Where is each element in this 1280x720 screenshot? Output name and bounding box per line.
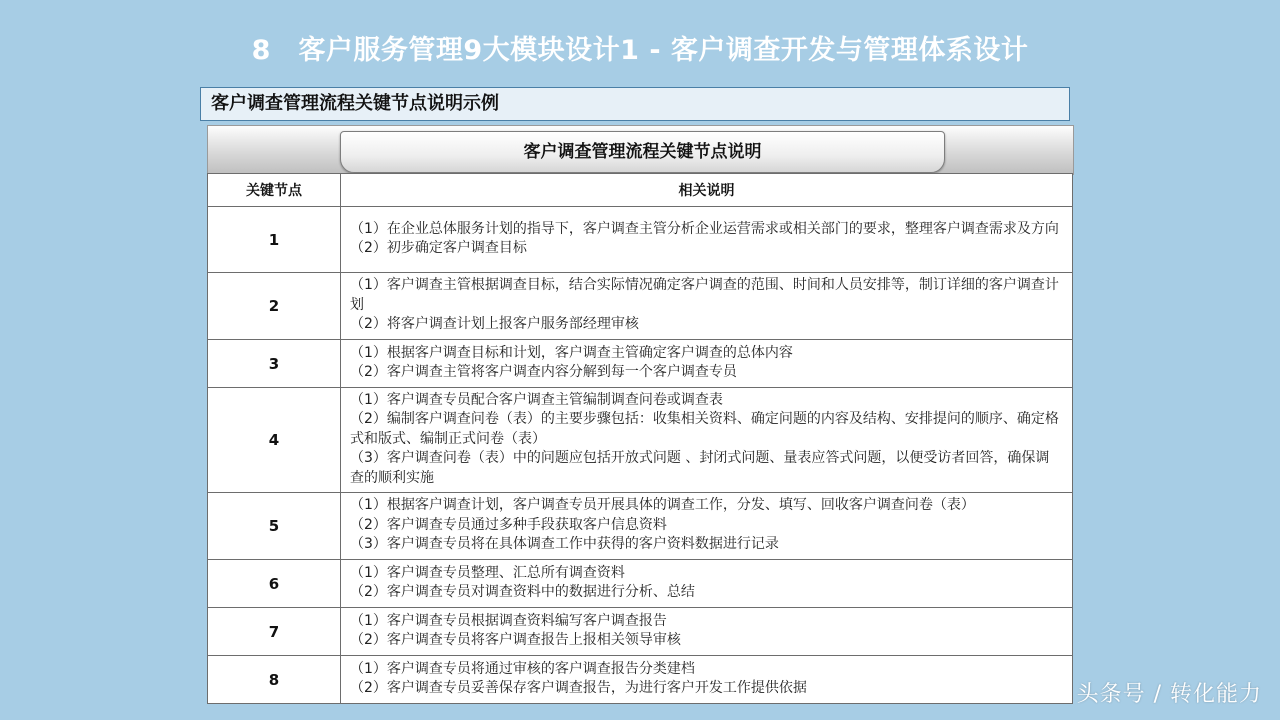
description-line: （2）客户调查主管将客户调查内容分解到每一个客户调查专员 — [350, 364, 737, 380]
section-heading: 客户调查管理流程关键节点说明示例 — [200, 87, 1070, 121]
description-line: （1）在企业总体服务计划的指导下，客户调查主管分析企业运营需求或相关部门的要求，整理客户调查需求及方向 — [350, 220, 1059, 237]
node-number: 7 — [208, 608, 341, 656]
table-title: 客户调查管理流程关键节点说明 — [340, 131, 945, 173]
node-number: 5 — [208, 493, 341, 560]
node-description — [341, 388, 1073, 493]
description-line: （1）客户调查专员将通过审核的客户调查报告分类建档 — [350, 660, 695, 677]
table-row — [208, 273, 1073, 340]
table-row — [208, 656, 1073, 704]
table-header-row — [208, 174, 1073, 207]
column-header-node: 关键节点 — [208, 174, 341, 207]
description-line: （2）客户调查专员将客户调查报告上报相关领导审核 — [350, 632, 681, 648]
description-line: （2）初步确定客户调查目标 — [350, 240, 527, 256]
key-nodes-table — [207, 173, 1073, 704]
column-header-description: 相关说明 — [341, 174, 1073, 207]
node-description — [341, 656, 1073, 704]
node-number: 3 — [208, 340, 341, 388]
description-line: （1）根据客户调查目标和计划，客户调查主管确定客户调查的总体内容 — [350, 344, 793, 361]
node-description — [341, 273, 1073, 340]
node-number: 6 — [208, 560, 341, 608]
description-line: （3）客户调查问卷（表）中的问题应包括开放式问题 、封闭式问题、量表应答式问题，以便受访者回答，确保调查的顺利实施 — [350, 450, 1050, 486]
description-line: （2）编制客户调查问卷（表）的主要步骤包括：收集相关资料、确定问题的内容及结构、安排提问的顺序、确定格式和版式、编制正式问卷（表） — [350, 411, 1059, 447]
slide-title: 8 客户服务管理9大模块设计1 - 客户调查开发与管理体系设计 — [251, 35, 1029, 66]
description-line: （1）客户调查专员配合客户调查主管编制调查问卷或调查表 — [350, 391, 723, 408]
node-description — [341, 493, 1073, 560]
description-line: （1）客户调查专员整理、汇总所有调查资料 — [350, 564, 625, 581]
node-description — [341, 207, 1073, 273]
node-number: 1 — [208, 207, 341, 273]
description-line: （1）根据客户调查计划，客户调查专员开展具体的调查工作，分发、填写、回收客户调查问卷（表） — [350, 497, 975, 514]
table-row — [208, 207, 1073, 273]
description-line: （2）客户调查专员通过多种手段获取客户信息资料 — [350, 516, 667, 533]
table-row — [208, 493, 1073, 560]
table-row — [208, 560, 1073, 608]
node-description — [341, 340, 1073, 388]
description-line: （1）客户调查专员根据调查资料编写客户调查报告 — [350, 612, 667, 629]
node-number: 4 — [208, 388, 341, 493]
node-description — [341, 608, 1073, 656]
node-number: 2 — [208, 273, 341, 340]
description-line: （2）客户调查专员妥善保存客户调查报告，为进行客户开发工作提供依据 — [350, 680, 807, 696]
table-body — [208, 207, 1073, 704]
table-row — [208, 340, 1073, 388]
watermark: 头条号 / 转化能力 — [1076, 682, 1262, 707]
node-description — [341, 560, 1073, 608]
description-line: （3）客户调查专员将在具体调查工作中获得的客户资料数据进行记录 — [350, 536, 779, 553]
description-line: （2）将客户调查计划上报客户服务部经理审核 — [350, 316, 639, 333]
table-row — [208, 608, 1073, 656]
description-line: （1）客户调查主管根据调查目标，结合实际情况确定客户调查的范围、时间和人员安排等，制订详细的客户调查计划 — [350, 277, 1059, 313]
table-row — [208, 388, 1073, 493]
description-line: （2）客户调查专员对调查资料中的数据进行分析、总结 — [350, 584, 695, 600]
node-number: 8 — [208, 656, 341, 704]
